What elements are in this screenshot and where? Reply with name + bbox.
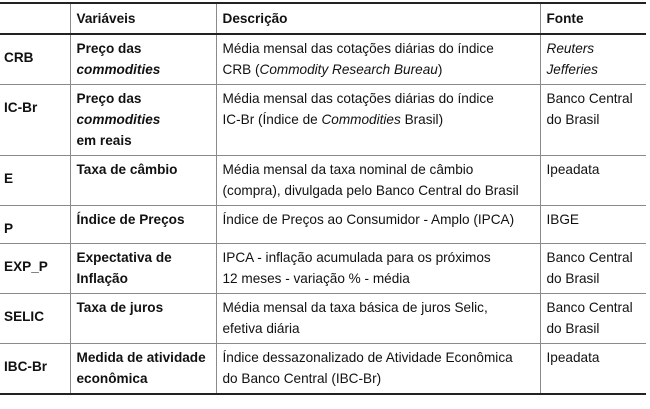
variable-description <box>216 344 540 395</box>
variable-code: EXP_P <box>0 244 70 294</box>
text-segment: Preço das <box>76 41 142 56</box>
variable-name <box>70 344 216 395</box>
table-row <box>0 294 646 344</box>
variable-source <box>540 206 646 244</box>
table-row <box>0 206 646 244</box>
header-descricao: Descrição <box>216 3 540 34</box>
header-code <box>0 3 70 34</box>
text-segment: Preço das <box>76 91 142 106</box>
variable-description <box>216 244 540 294</box>
text-segment: 12 meses - variação % - média <box>222 271 410 286</box>
variable-name <box>70 294 216 344</box>
variable-name <box>70 206 216 244</box>
table-row <box>0 156 646 206</box>
variable-source <box>540 34 646 85</box>
text-segment: do Brasil <box>546 271 600 286</box>
variable-name <box>70 85 216 156</box>
variable-description <box>216 85 540 156</box>
text-segment: Banco Central <box>546 91 633 106</box>
text-segment: Ipeadata <box>546 350 600 365</box>
header-row <box>0 3 646 34</box>
text-segment: IBGE <box>546 212 579 227</box>
variables-table <box>0 2 646 395</box>
table-row <box>0 344 646 395</box>
variable-description <box>216 34 540 85</box>
table-row <box>0 34 646 85</box>
text-segment: efetiva diária <box>222 321 300 336</box>
variable-code: SELIC <box>0 294 70 344</box>
text-segment: commodities <box>76 112 161 127</box>
text-segment: Média mensal da taxa básica de juros Selic, <box>222 300 488 315</box>
text-segment: IC-Br (Índice de <box>222 112 322 127</box>
text-segment: Índice de Preços <box>76 212 185 227</box>
text-segment: ) <box>437 62 443 77</box>
text-segment: Banco Central <box>546 250 633 265</box>
variable-source <box>540 85 646 156</box>
text-segment: Medida de atividade <box>76 350 206 365</box>
variable-description <box>216 156 540 206</box>
text-segment: Expectativa de <box>76 250 172 265</box>
variable-name <box>70 244 216 294</box>
text-segment: Commodity Research Bureau <box>259 62 438 77</box>
variable-source <box>540 244 646 294</box>
variable-source <box>540 294 646 344</box>
text-segment: IPCA - inflação acumulada para os próximos <box>222 250 491 265</box>
text-segment: Índice dessazonalizado de Atividade Econômica <box>222 350 513 365</box>
text-segment: Commodities <box>321 112 401 127</box>
text-segment: Média mensal das cotações diárias do índice <box>222 41 494 56</box>
table-row <box>0 85 646 156</box>
variable-description <box>216 294 540 344</box>
header-fonte: Fonte <box>540 3 646 34</box>
text-segment: (compra), divulgada pelo Banco Central do Brasil <box>222 183 519 198</box>
variable-source <box>540 344 646 395</box>
text-segment: Inflação <box>76 271 128 286</box>
text-segment: Taxa de juros <box>76 300 164 315</box>
text-segment: Banco Central <box>546 300 633 315</box>
text-segment: Média mensal das cotações diárias do índice <box>222 91 494 106</box>
variable-name <box>70 34 216 85</box>
text-segment: do Banco Central (IBC-Br) <box>222 371 382 386</box>
text-segment: Jefferies <box>546 62 598 77</box>
text-segment: do Brasil <box>546 112 600 127</box>
variable-code: IBC-Br <box>0 344 70 395</box>
text-segment: Reuters <box>546 41 595 56</box>
text-segment: econômica <box>76 371 148 386</box>
variable-name <box>70 156 216 206</box>
table-row <box>0 244 646 294</box>
text-segment: do Brasil <box>546 321 600 336</box>
variable-code: CRB <box>0 34 70 85</box>
variable-source <box>540 156 646 206</box>
variable-code: P <box>0 206 70 244</box>
text-segment: Brasil) <box>400 112 444 127</box>
text-segment: Índice de Preços ao Consumidor - Amplo (IPCA) <box>222 212 515 227</box>
text-segment: Ipeadata <box>546 162 600 177</box>
header-variaveis: Variáveis <box>70 3 216 34</box>
text-segment: commodities <box>76 62 161 77</box>
variable-description <box>216 206 540 244</box>
variable-code: E <box>0 156 70 206</box>
text-segment: Média mensal da taxa nominal de câmbio <box>222 162 474 177</box>
text-segment: CRB ( <box>222 62 260 77</box>
text-segment: em reais <box>76 133 132 148</box>
text-segment: Taxa de câmbio <box>76 162 178 177</box>
variable-code: IC-Br <box>0 85 70 156</box>
